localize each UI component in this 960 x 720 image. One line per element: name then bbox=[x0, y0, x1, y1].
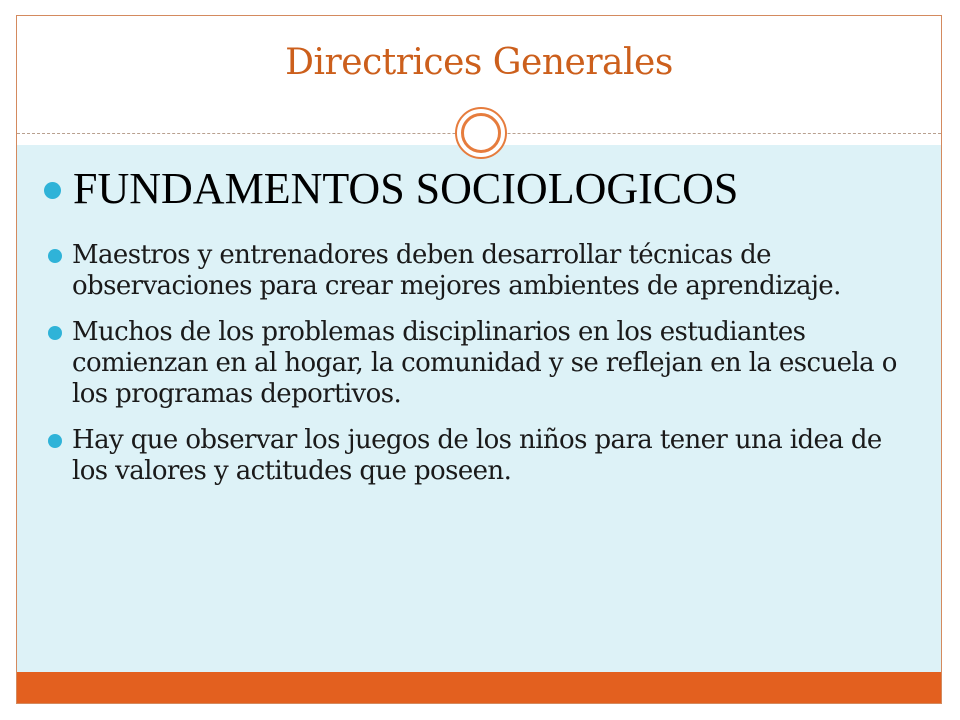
slide-title: Directrices Generales bbox=[285, 42, 673, 83]
round-bullet-icon bbox=[48, 249, 62, 263]
bullet-list bbox=[48, 240, 923, 502]
list-item-text: Hay que observar los juegos de los niños para tener una idea de los valores y actitudes que poseen. bbox=[72, 425, 882, 486]
list-item-text: Maestros y entrenadores deben desarrollar técnicas de observaciones para crear mejores ambientes de aprendizaje. bbox=[72, 240, 841, 301]
round-bullet-icon bbox=[44, 182, 61, 199]
section-heading bbox=[44, 163, 738, 214]
inner-ring bbox=[461, 113, 501, 153]
list-item bbox=[48, 240, 923, 302]
list-item bbox=[48, 425, 923, 487]
list-item bbox=[48, 317, 923, 410]
heading-text: FUNDAMENTOS SOCIOLOGICOS bbox=[73, 164, 739, 213]
list-item-text: Muchos de los problemas disciplinarios en los estudiantes comienzan en al hogar, la comunidad y se reflejan en la escuela o los programas deportivos. bbox=[72, 317, 897, 409]
double-ring-icon bbox=[455, 107, 507, 159]
round-bullet-icon bbox=[48, 434, 62, 448]
round-bullet-icon bbox=[48, 326, 62, 340]
